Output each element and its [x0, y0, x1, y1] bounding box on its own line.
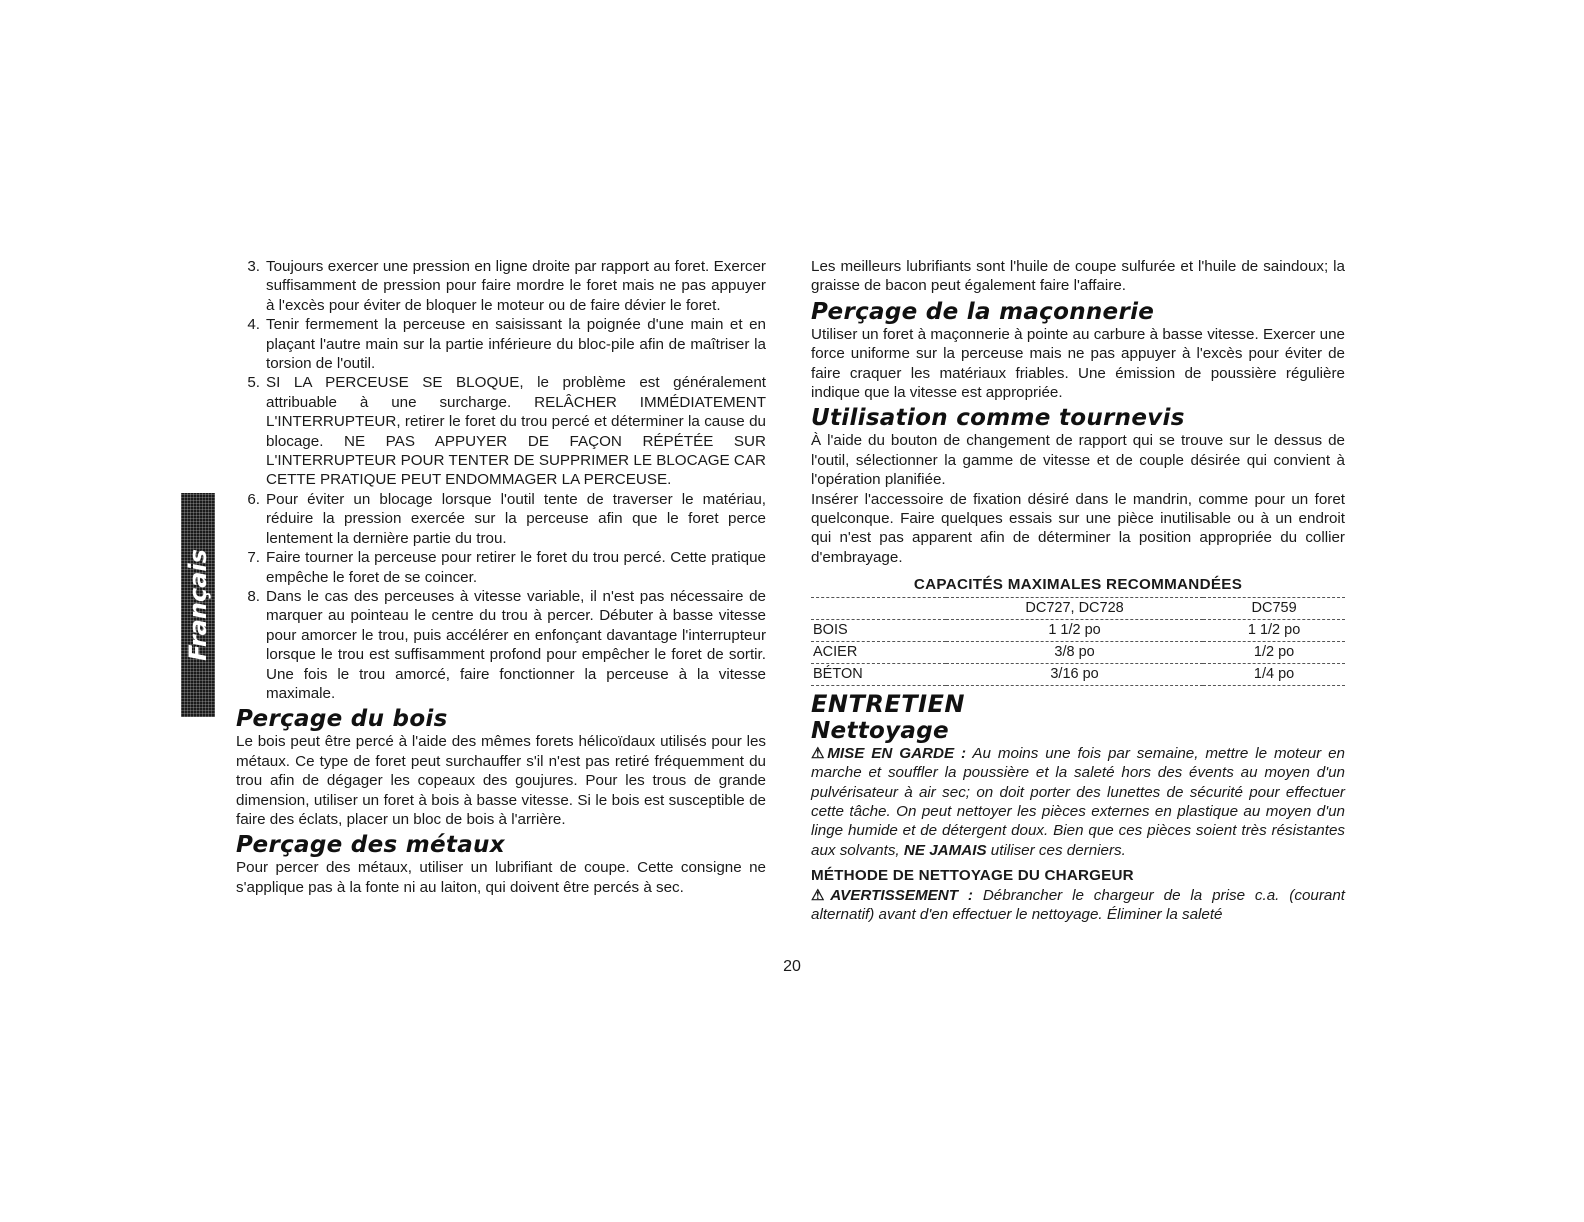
list-item-text: Toujours exercer une pression en ligne droite par rapport au foret. Exercer suffisamment de pression pour faire mordre le foret mais ne pas appuyer à l'excès pour éviter de bloquer le moteur ou de faire dévier le foret. [266, 258, 766, 314]
table-cell: 3/16 po [946, 663, 1203, 685]
right-column [811, 257, 1345, 924]
list-item [236, 587, 766, 703]
list-item [236, 490, 766, 548]
maintenance-heading: ENTRETIEN [811, 689, 966, 718]
masonry-drilling-heading: Perçage de la maçonnerie [811, 298, 1155, 325]
table-cell: ACIER [811, 641, 946, 663]
table-cell: BÉTON [811, 663, 946, 685]
caution-emphasis: NE JAMAIS [903, 841, 987, 859]
screwdriver-heading: Utilisation comme tournevis [811, 405, 1185, 432]
list-item [236, 548, 766, 587]
table-row [811, 641, 1345, 663]
list-item-text: Pour éviter un blocage lorsque l'outil tente de traverser le matériau, réduire la pression exercée sur la perceuse afin que le foret perce lentement la dernière partie du trou. [266, 490, 766, 547]
list-item-number: 4. [247, 316, 260, 334]
list-item-number: 7. [247, 549, 260, 567]
table-cell: BOIS [811, 619, 946, 641]
list-item-text: Tenir fermement la perceuse en saisissant la poignée d'une main et en plaçant l'autre main sur la partie inférieure du bloc-pile afin de maîtriser la torsion de l'outil. [266, 316, 766, 373]
table-row [811, 619, 1345, 641]
table-cell: 3/8 po [946, 641, 1203, 663]
list-item-text: SI LA PERCEUSE SE BLOQUE, le problème est généralement attribuable à une surcharge. RELÂCHER IMMÉDIATEMENT L'INTERRUPTEUR, retirer le foret du trou percé et déterminer la cause du blocage. NE PAS APPUYER DE FAÇON RÉPÉTÉE SUR L'INTERRUPTEUR POUR TENTER DE SUPPRIMER LE BLOCAGE CAR CETTE PRATIQUE PEUT ENDOMMAGER LA PERCEUSE. [266, 374, 766, 489]
page-number: 20 [783, 958, 801, 975]
metal-drilling-heading: Perçage des métaux [236, 832, 505, 859]
charger-cleaning-heading: MÉTHODE DE NETTOYAGE DU CHARGEUR [811, 867, 1134, 885]
capacity-table [811, 597, 1345, 686]
table-header-cell: DC759 [1203, 597, 1345, 619]
table-row [811, 663, 1345, 685]
list-item [236, 373, 766, 489]
warning-triangle-icon: ⚠ [811, 886, 831, 904]
warning-triangle-icon: ⚠ [811, 744, 828, 762]
warning-label: AVERTISSEMENT : [830, 886, 973, 904]
list-item-text: Faire tourner la perceuse pour retirer le foret du trou percé. Cette pratique empêche le foret de se coincer. [266, 549, 766, 586]
drilling-steps-list [236, 257, 766, 703]
warning-paragraph [811, 886, 1345, 925]
language-side-tab-label: Français [184, 549, 212, 661]
warning-text: Débrancher le chargeur de la prise c.a. (courant alternatif) avant d'en effectuer le nettoyage. Éliminer la saleté [811, 886, 1346, 923]
table-header-row [811, 597, 1345, 619]
table-header-cell [811, 597, 946, 619]
list-item-number: 6. [247, 490, 260, 508]
table-header-cell: DC727, DC728 [946, 597, 1203, 619]
screwdriver-text-1: À l'aide du bouton de changement de rapport qui se trouve sur le dessus de l'outil, sélectionner la gamme de vitesse et de couple désirée qui convient à l'opération planifiée. [811, 432, 1345, 489]
caution-label: MISE EN GARDE : [827, 744, 967, 762]
caution-text: Au moins une fois par semaine, mettre le moteur en marche et souffler la poussière et la saleté hors des évents au moyen d'un pulvérisateur à air sec; on doit porter des lunettes de sécurité pour effectuer cette tâche. On peut nettoyer les pièces externes en plastique au moyen d'un linge humide et de détergent doux. Bien que ces pièces soient très résistantes aux solvants, [811, 744, 1345, 859]
list-item [236, 257, 766, 315]
list-item [236, 315, 766, 373]
table-cell: 1 1/2 po [1203, 619, 1345, 641]
cleaning-heading: Nettoyage [811, 717, 949, 744]
table-cell: 1/2 po [1203, 641, 1345, 663]
masonry-drilling-text: Utiliser un foret à maçonnerie à pointe au carbure à basse vitesse. Exercer une force uniforme sur la perceuse mais ne pas appuyer à l'excès pour éviter de faire craquer les matériaux friables. Une émission de poussière régulière indique que la vitesse est appropriée. [811, 325, 1345, 402]
caution-tail: utiliser ces derniers. [986, 841, 1126, 859]
list-item-number: 8. [247, 587, 260, 605]
caution-paragraph [811, 744, 1345, 860]
table-cell: 1 1/2 po [946, 619, 1203, 641]
wood-drilling-heading: Perçage du bois [236, 706, 448, 733]
lubricants-text: Les meilleurs lubrifiants sont l'huile de coupe sulfurée et l'huile de saindoux; la graisse de bacon peut également faire l'affaire. [811, 258, 1345, 295]
list-item-number: 5. [247, 374, 260, 392]
list-item-number: 3. [247, 258, 260, 275]
screwdriver-text-2: Insérer l'accessoire de fixation désiré dans le mandrin, comme pour un foret quelconque. Faire quelques essais sur une pièce inutilisable ou à un endroit qui n'est pas apparent afin de déterminer la position appropriée du collier d'embrayage. [811, 490, 1345, 566]
capacity-table-caption: CAPACITÉS MAXIMALES RECOMMANDÉES [913, 576, 1243, 594]
metal-drilling-text: Pour percer des métaux, utiliser un lubrifiant de coupe. Cette consigne ne s'applique pas à la fonte ni au laiton, qui doivent être percés à sec. [236, 859, 766, 896]
table-cell: 1/4 po [1203, 663, 1345, 685]
left-column [236, 257, 766, 897]
wood-drilling-text: Le bois peut être percé à l'aide des mêmes forets hélicoïdaux utilisés pour les métaux. Ce type de foret peut surchauffer s'il n'est pas retiré fréquemment du trou afin de dégager les copeaux des goujures. Pour les trous de grande dimension, utiliser un foret à bois à basse vitesse. Si le bois est susceptible de faire des éclats, placer un bloc de bois à l'arrière. [236, 733, 766, 828]
list-item-text: Dans le cas des perceuses à vitesse variable, il n'est pas nécessaire de marquer au pointeau le centre du trou à percer. Débuter à basse vitesse pour amorcer le trou, puis accélérer en enfonçant davantage l'interrupteur lorsque le trou est suffisamment profond pour empêcher le foret de sortir. Une fois le trou amorcé, faire fonctionner la perceuse à la vitesse maximale. [266, 587, 766, 702]
language-side-tab [181, 493, 215, 717]
